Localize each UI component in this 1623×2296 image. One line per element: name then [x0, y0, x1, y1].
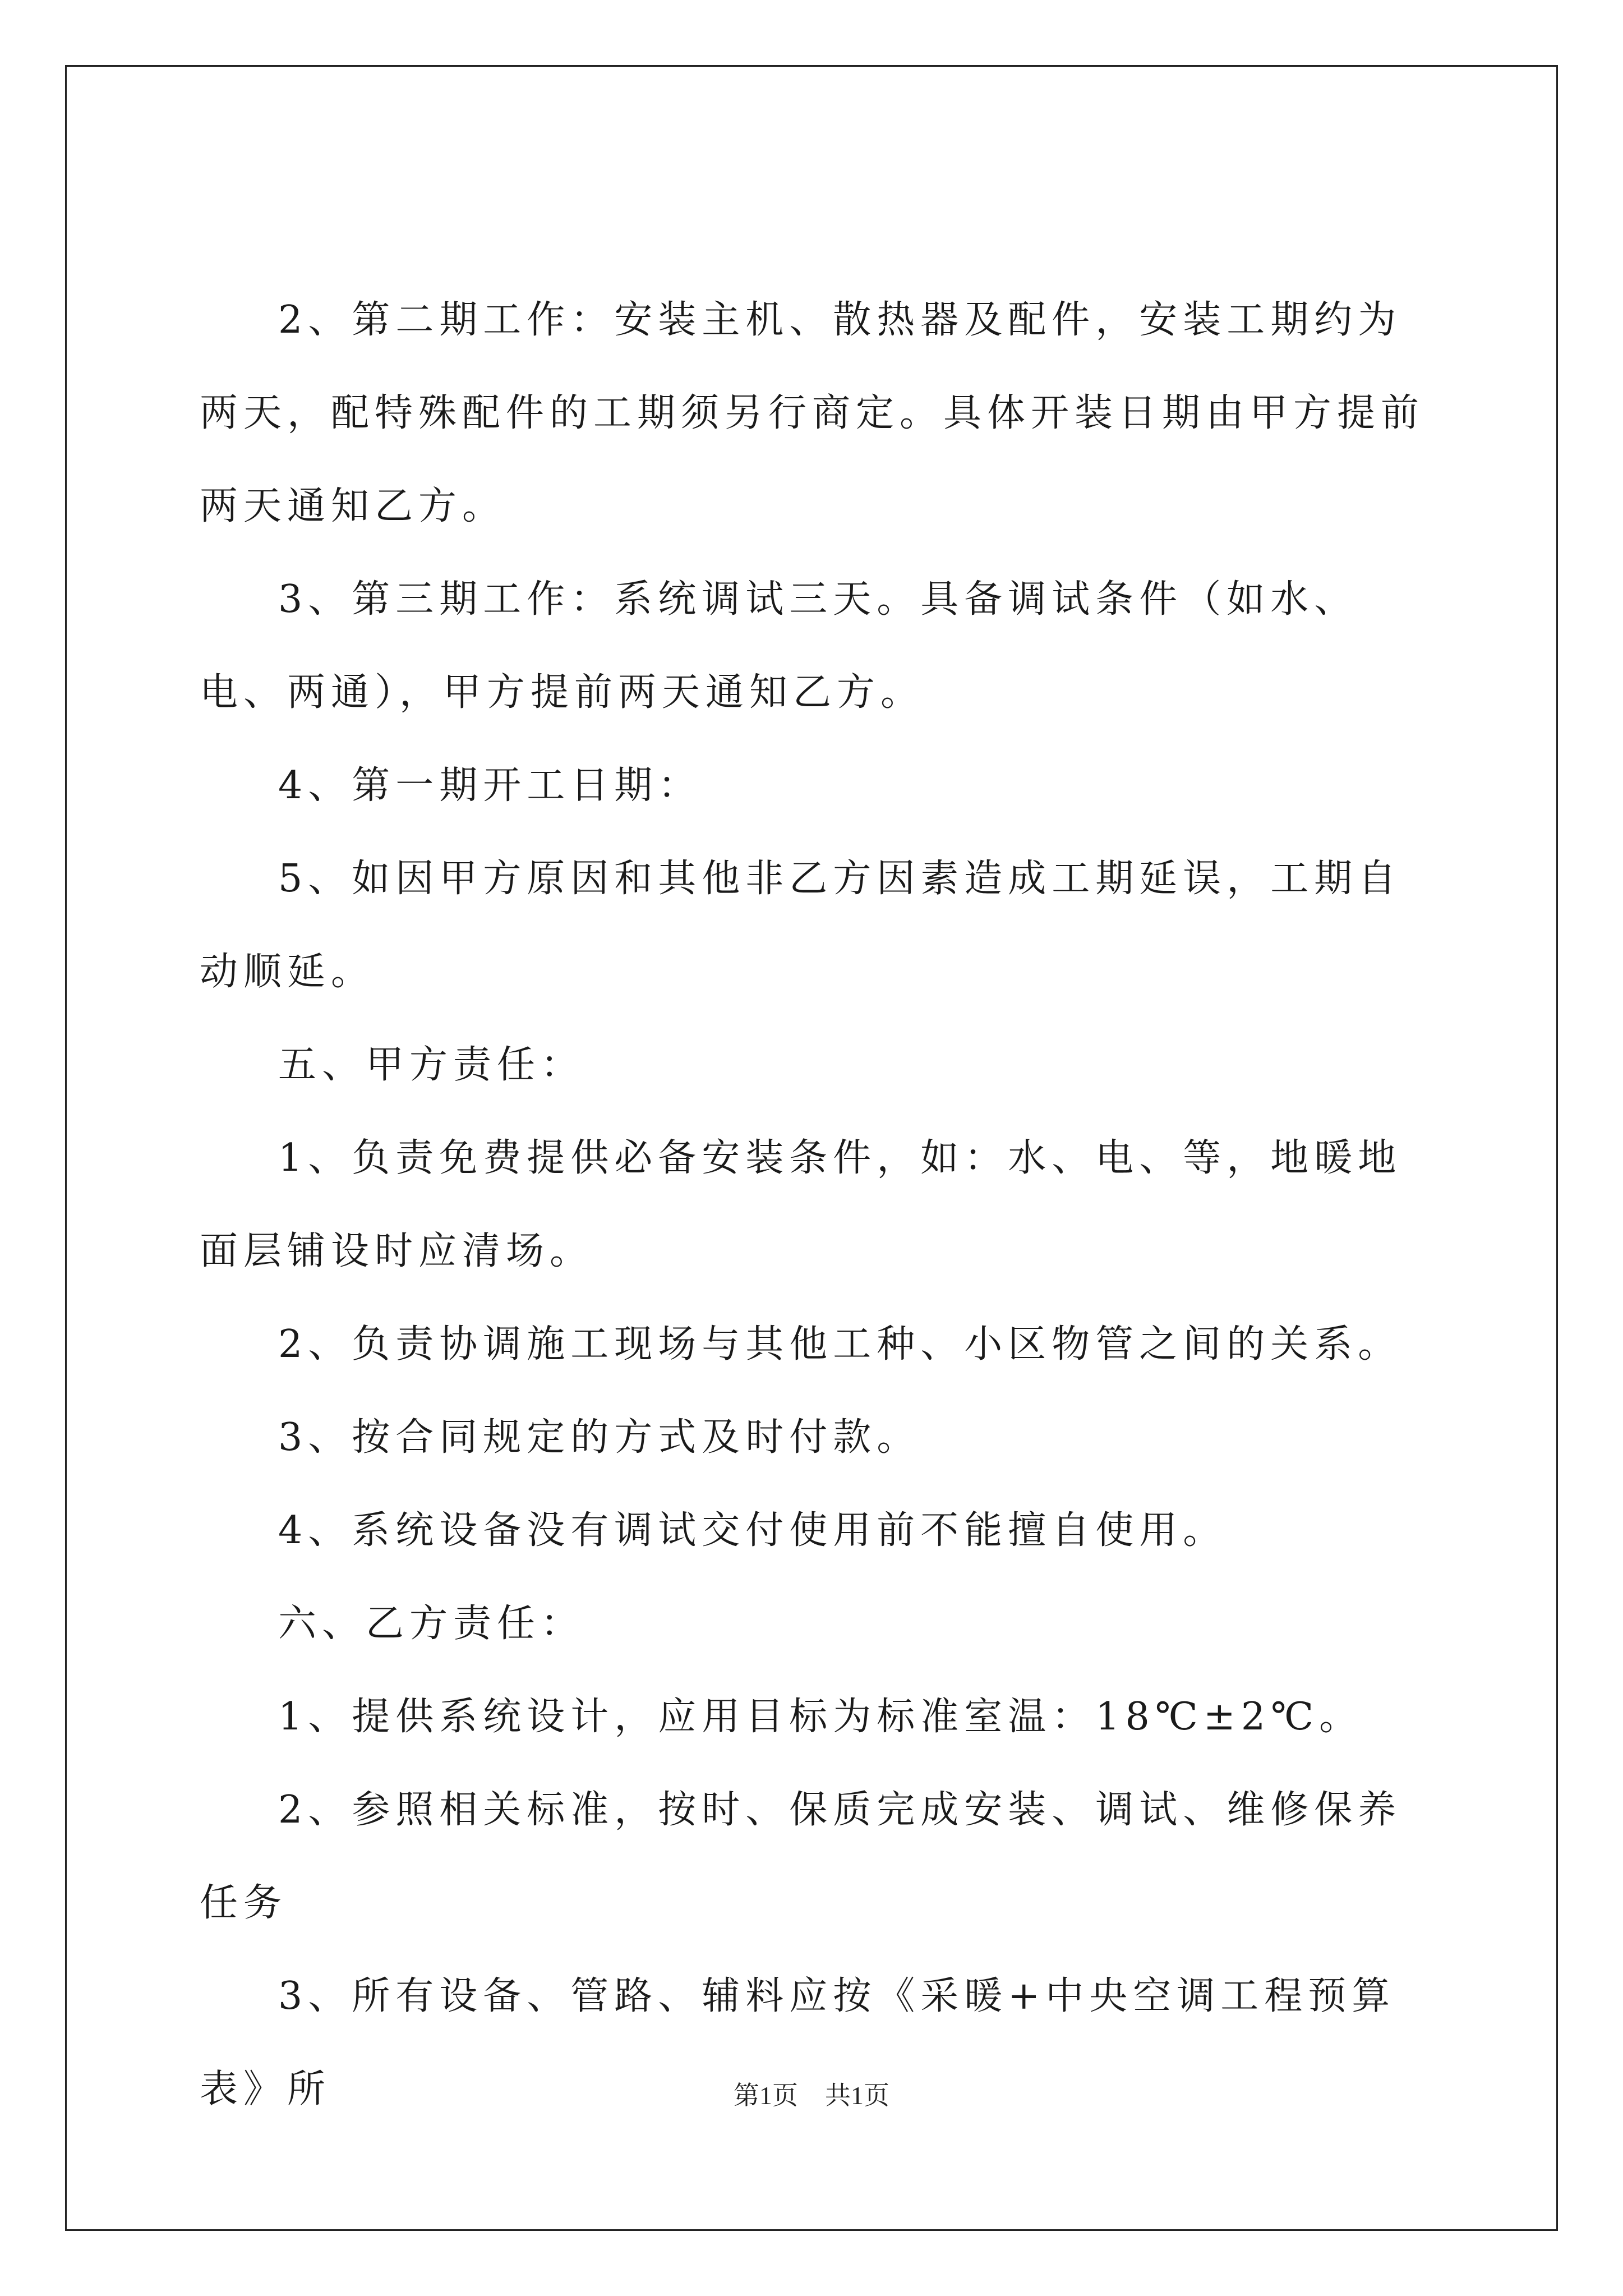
paragraph-phase-two: 2、第二期工作：安装主机、散热器及配件，安装工期约为两天，配特殊配件的工期须另行商定。具体开装日期由甲方提前两天通知乙方。	[200, 298, 1425, 528]
page-footer	[0, 2079, 1623, 2113]
paragraph-party-b-1: 1、提供系统设计，应用目标为标准室温：18℃±2℃。	[278, 1695, 1363, 1739]
paragraph-start-date: 4、第一期开工日期：	[278, 763, 702, 808]
paragraph-party-a-4: 4、系统设备没有调试交付使用前不能擅自使用。	[278, 1508, 1227, 1553]
page-number-total: 共1页	[825, 2081, 889, 2110]
section-heading-party-b: 六、乙方责任：	[278, 1602, 585, 1646]
page-number-current: 第1页	[734, 2081, 798, 2110]
section-heading-party-a: 五、甲方责任：	[278, 1043, 585, 1087]
paragraph-party-a-2: 2、负责协调施工现场与其他工种、小区物管之间的关系。	[278, 1322, 1402, 1366]
paragraph-phase-three: 3、第三期工作：系统调试三天。具备调试条件（如水、电、两通），甲方提前两天通知乙方。	[200, 577, 1358, 715]
paragraph-party-b-2: 2、参照相关标准，按时、保质完成安装、调试、维修保养任务	[200, 1788, 1402, 1925]
paragraph-party-b-3: 3、所有设备、管路、辅料应按《采暖+中央空调工程预算表》所	[200, 1974, 1396, 2111]
paragraph-party-a-1: 1、负责免费提供必备安装条件，如：水、电、等，地暖地面层铺设时应清场。	[200, 1136, 1402, 1273]
paragraph-party-a-3: 3、按合同规定的方式及时付款。	[278, 1415, 921, 1460]
document-body	[200, 65, 1426, 2136]
paragraph-delay: 5、如因甲方原因和其他非乙方因素造成工期延误，工期自动顺延。	[200, 857, 1402, 994]
